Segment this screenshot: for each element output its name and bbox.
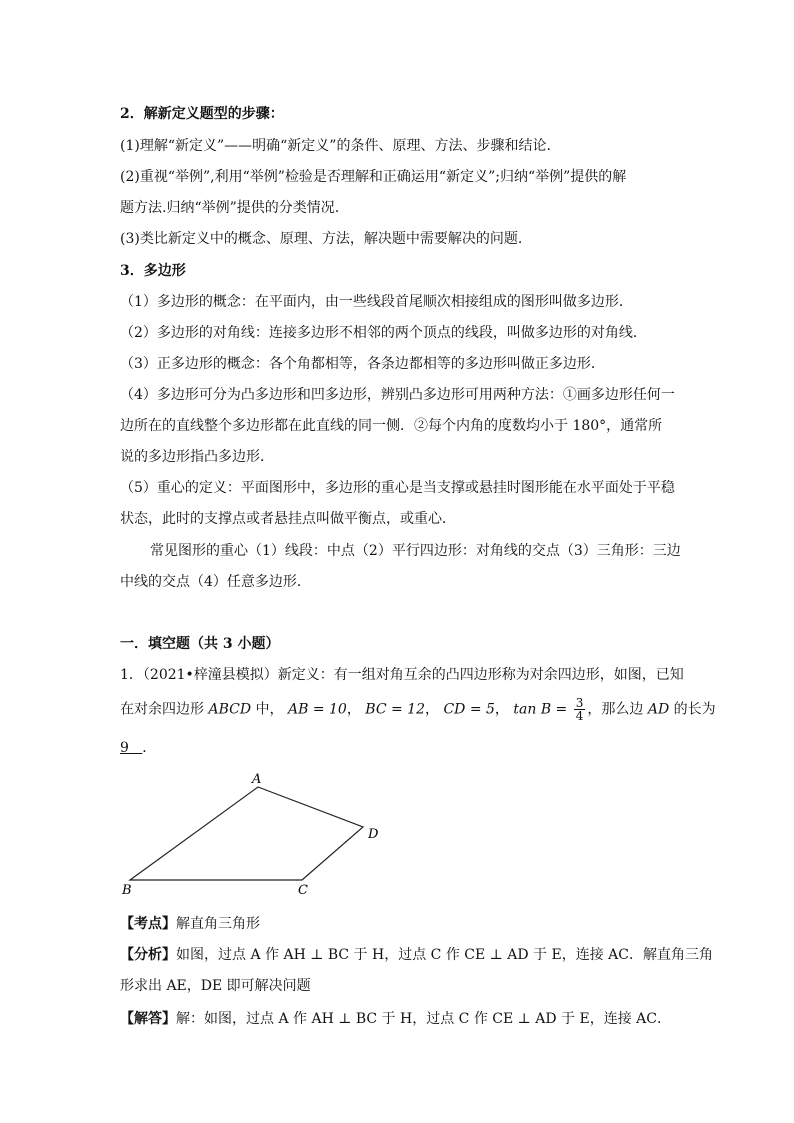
jieda-label: 【解答】: [120, 1011, 176, 1027]
question-1-line1: 1．（2021•梓潼县模拟）新定义：有一组对角互余的凸四边形称为对余四边形，如图，已知: [120, 667, 684, 683]
section3-item-4: （4）多边形可分为凸多边形和凹多边形，辨别凸多边形可用两种方法：①画多边形任何一: [120, 387, 675, 403]
vertex-label-a: A: [252, 772, 262, 787]
section2-item-3: (3)类比新定义中的概念、原理、方法，解决题中需要解决的问题.: [120, 231, 523, 247]
question-1-line2: 在对余四边形 ABCD 中， AB = 10， BC = 12， CD = 5， tan B = $\frac{3}{4}$ ，那么边 AD 的长为: [120, 696, 716, 723]
q1-answer-end: ．: [142, 740, 157, 756]
q1-mid: 中，: [255, 701, 284, 718]
kaodian-label: 【考点】: [120, 916, 176, 932]
question-1-answer-line: [120, 738, 156, 758]
section3-common-centroid: 常见图形的重心（1）线段：中点（2）平行四边形：对角线的交点（3）三角形：三边: [150, 543, 681, 559]
section3-common-centroid-cont: 中线的交点（4）任意多边形．: [120, 574, 311, 590]
jieda-text: 解：如图，过点 A 作 AH ⊥ BC 于 H，过点 C 作 CE ⊥ AD 于 E，连接 AC．: [176, 1011, 672, 1027]
q1-fraction: [574, 697, 586, 722]
part1-heading: 一．填空题（共 3 小题）: [120, 636, 280, 652]
section3-item-5-cont: 状态，此时的支撑点或者悬挂点叫做平衡点，或重心．: [120, 511, 456, 527]
q1-quad-name: ABCD: [208, 701, 252, 718]
section2-item-2: (2)重视“举例”,利用“举例”检验是否理解和正确运用“新定义”;归纳“举例”提供的解: [120, 169, 627, 185]
kaodian-text: 解直角三角形: [176, 916, 260, 932]
section3-item-4-cont2: 说的多边形指凸多边形．: [120, 449, 274, 465]
q1-answer: 9: [120, 740, 129, 756]
q1-end: 的长为: [673, 701, 716, 718]
quadrilateral-abcd: [130, 787, 363, 880]
section3-item-3: （3）正多边形的概念：各个角都相等，各条边都相等的多边形叫做正多边形．: [120, 356, 605, 372]
section3-item-2: （2）多边形的对角线：连接多边形不相邻的两个顶点的线段，叫做多边形的对角线．: [120, 325, 647, 341]
section3-item-1: （1）多边形的概念：在平面内，由一些线段首尾顺次相接组成的图形叫做多边形．: [120, 294, 633, 310]
kaodian-line: [120, 914, 260, 934]
quadrilateral-figure: [110, 770, 410, 900]
q1-cd: CD = 5: [443, 701, 495, 718]
vertex-label-b: B: [122, 883, 132, 898]
section3-item-4-cont1: 边所在的直线整个多边形都在此直线的同一侧．②每个内角的度数均小于 180°，通常所: [120, 418, 663, 434]
q1-ab: AB = 10: [287, 701, 347, 718]
q1-fraction-den: 4: [575, 709, 584, 723]
q1-bc: BC = 12: [365, 701, 425, 718]
q1-suffix: ，那么边: [587, 701, 644, 718]
q1-fraction-num: 3: [575, 696, 584, 710]
vertex-label-c: C: [298, 883, 308, 898]
fenxi-label: 【分析】: [120, 947, 176, 963]
section2-item-2-cont: 题方法.归纳“举例”提供的分类情况.: [120, 200, 340, 216]
section3-heading: 3．多边形: [120, 263, 186, 279]
jieda-line: [120, 1009, 671, 1029]
section2-item-1: (1)理解“新定义”——明确“新定义”的条件、原理、方法、步骤和结论.: [120, 138, 551, 154]
fenxi-line1: [120, 945, 713, 965]
q1-ad: AD: [647, 701, 670, 718]
q1-prefix: 在对余四边形: [120, 701, 204, 718]
fenxi-line2: 形求出 AE，DE 即可解决问题: [120, 978, 311, 994]
section3-item-5: （5）重心的定义：平面图形中，多边形的重心是当支撑或悬挂时图形能在水平面处于平稳: [120, 480, 675, 496]
section2-heading: 2．解新定义题型的步骤：: [120, 106, 284, 122]
q1-tan: tan B =: [513, 701, 568, 718]
fenxi-text1: 如图，过点 A 作 AH ⊥ BC 于 H，过点 C 作 CE ⊥ AD 于 E，连接 AC．解直角三角: [176, 947, 714, 963]
vertex-label-d: D: [368, 827, 379, 842]
